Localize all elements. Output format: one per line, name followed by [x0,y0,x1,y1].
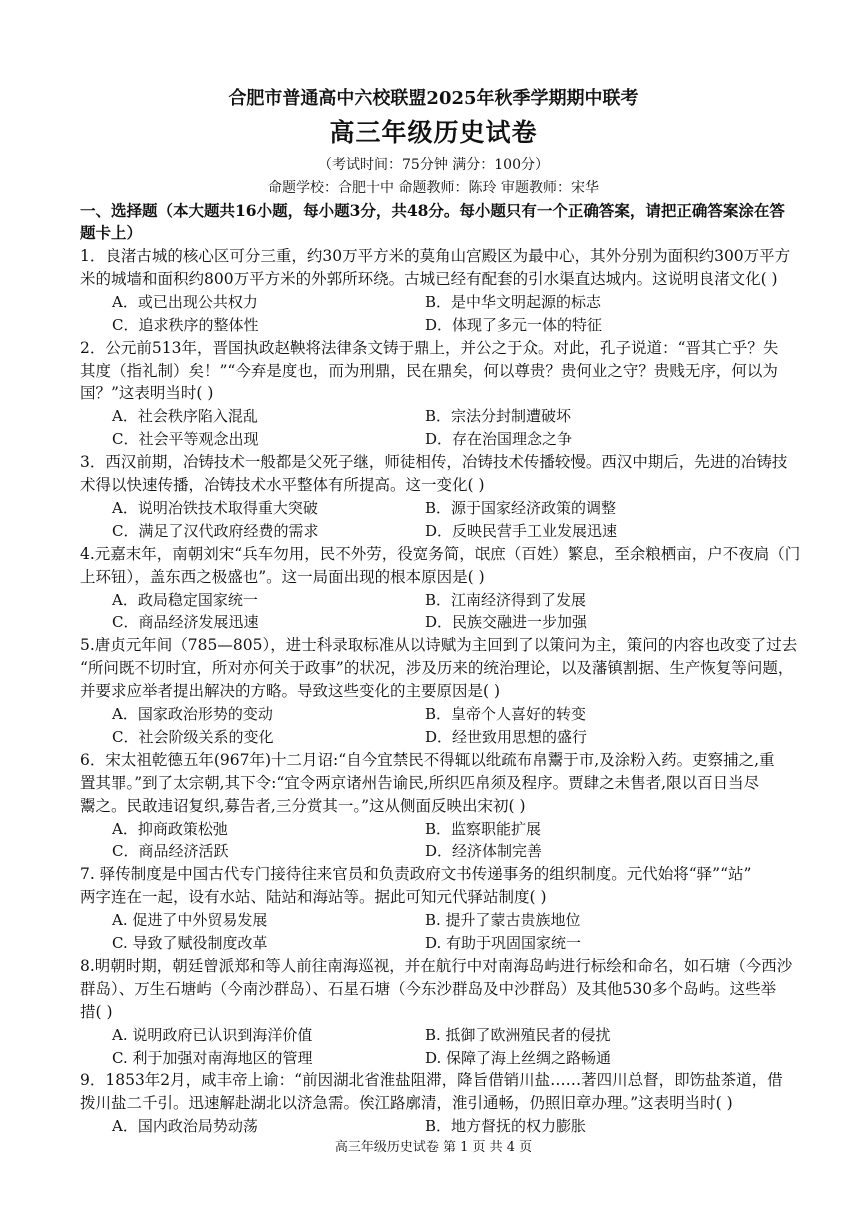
option-c: C. 导致了赋役制度改革 [112,934,268,952]
option-b: B．源于国家经济政策的调整 [425,498,617,517]
option-b: B. 抵御了欧洲殖民者的侵扰 [425,1025,611,1044]
option-d: D．反映民营手工业发展迅速 [425,521,618,540]
option-c: C. 利于加强对南海地区的管理 [112,1048,313,1067]
question-stem: 4.元嘉末年，南朝刘宋“兵车勿用，民不外劳，役宽务简，氓庶（百姓）繁息，至余粮栖亩，户不夜扃（门 [80,544,801,563]
option-b: B．江南经济得到了发展 [425,590,587,609]
option-a: A．政局稳定国家统一 [112,590,258,609]
option-b: B．皇帝个人喜好的转变 [425,705,587,723]
question-stem-cont: 上环钮），盖东西之极盛也”。这一局面出现的根本原因是( ) [80,567,485,586]
question-stem-cont: 拨川盐二千引。迅速解赴湖北以济急需。俟江路廓清，淮引通畅，仍照旧章办理。”这表明当时( ) [80,1094,733,1113]
question-stem-cont: 米的城墙和面积约800万平方米的外郭所环绕。古城已经有配套的引水渠直达城内。这说明良渚文化( ) [80,269,778,288]
option-b: B．是中华文明起源的标志 [425,292,602,311]
question-stem: 9．1853年2月，咸丰帝上谕：“前因湖北省淮盐阻滞，降旨借销川盐……著四川总督，即饬盐茶道，借 [80,1071,783,1090]
option-b: B．地方督抚的权力膨胀 [425,1117,587,1136]
question-stem-cont: 并要求应举者提出解决的方略。导致这些变化的主要原因是( ) [80,682,501,701]
question-stem: 8.明朝时期，朝廷曾派郑和等人前往南海巡视，并在航行中对南海岛屿进行标绘和命名，如石塘（今西沙 [80,956,793,975]
option-b: B. 提升了蒙古贵族地位 [425,911,581,930]
option-a: A．说明冶铁技术取得重大突破 [112,498,318,517]
question-stem-cont: 国？”这表明当时( ) [80,384,214,403]
question-stem: 5.唐贞元年间（785—805），进士科录取标准从以诗赋为主回到了以策问为主，策问的内容也改变了过去 [80,636,798,655]
option-c: C．商品经济发展迅速 [112,613,259,632]
option-d: D. 有助于巩固国家统一 [425,934,582,952]
option-a: A．或已出现公共权力 [112,292,258,311]
option-d: D. 保障了海上丝绸之路畅通 [425,1048,612,1067]
option-a: A. 说明政府已认识到海洋价值 [112,1025,313,1044]
option-c: C．商品经济活跃 [112,842,229,861]
option-c: C．社会平等观念出现 [112,430,259,449]
question-stem-cont: 群岛）、万生石塘屿（今南沙群岛）、石星石塘（今东沙群岛及中沙群岛）及其他530多个岛屿。这些举 [80,979,777,998]
option-d: D．民族交融进一步加强 [425,613,588,632]
question-stem-cont: 术得以快速传播，冶铸技术水平整体有所提高。这一变化( ) [80,476,485,494]
paper-title: 高三年级历史试卷 [329,118,538,147]
option-c: C．社会阶级关系的变化 [112,727,274,746]
option-a: A．社会秩序陷入混乱 [112,407,258,426]
question-stem-cont: 其度（指礼制）矣！”“今弃是度也，而为刑鼎，民在鼎矣，何以尊贵？贵何业之守？贵贱无序，何以为 [80,361,778,380]
question-stem-cont: 两字连在一起，设有水站、陆站和海站等。据此可知元代驿站制度( ) [80,888,547,907]
question-stem-cont: “所问既不切时宜，所对亦何关于政事”的状况，涉及历来的统治理论，以及藩镇割据、生产恢复等问题， [80,659,794,678]
question-stem: 2．公元前513年，晋国执政赵鞅将法律条文铸于鼎上，并公之于众。对此，孔子说道：“晋其亡乎？失 [80,338,779,357]
option-c: C．追求秩序的整体性 [112,315,259,334]
option-d: D．经世致用思想的盛行 [425,727,588,746]
option-a: A．抑商政策松弛 [112,819,228,838]
section-heading-cont: 题卡上） [80,223,143,242]
question-stem-cont: 鬻之。民敢违诏复织,募告者,三分赏其一。”这从侧面反映出宋初( ) [80,796,526,815]
exam-time-info: （考试时间：75分钟 满分：100分） [318,157,549,173]
question-stem-cont: 措( ) [80,1002,113,1021]
exam-title: 合肥市普通高中六校联盟2025年秋季学期期中联考 [228,88,639,109]
option-a: A．国内政治局势动荡 [112,1117,258,1136]
option-a: A. 促进了中外贸易发展 [112,911,268,930]
question-stem-cont: 置其罪。”到了太宗朝,其下令:“宜令两京诸州告谕民,所织匹帛须及程序。贾肆之未售者,限以百日当尽 [80,773,760,792]
option-b: B．监察职能扩展 [425,819,542,838]
question-stem: 3．西汉前期，冶铸技术一般都是父死子继，师徒相传，冶铸技术传播较慢。西汉中期后，先进的冶铸技 [80,453,788,472]
option-d: D．经济体制完善 [425,842,543,861]
page-footer: 高三年级历史试卷 第 1 页 共 4 页 [334,1140,533,1155]
option-b: B．宗法分封制遭破坏 [425,407,572,426]
option-d: D．体现了多元一体的特征 [425,315,603,334]
option-a: A．国家政治形势的变动 [112,705,273,723]
question-stem: 6．宋太祖乾德五年(967年)十二月诏:“自今宜禁民不得辄以纰疏布帛鬻于市,及涂粉入药。吏察捕之,重 [80,750,775,769]
option-d: D．存在治国理念之争 [425,430,573,449]
option-c: C．满足了汉代政府经费的需求 [112,521,319,540]
author-info: 命题学校：合肥十中 命题教师：陈玲 审题教师：宋华 [268,180,599,196]
question-stem: 7. 驿传制度是中国古代专门接待往来官员和负责政府文书传递事务的组织制度。元代始将“驿”“站” [80,865,752,884]
question-stem: 1．良渚古城的核心区可分三重，约30万平方米的莫角山宫殿区为最中心，其外分别为面积约300万平方 [80,247,791,265]
section-heading: 一、选择题（本大题共16小题，每小题3分，共48分。每小题只有一个正确答案，请把正确答案涂在答 [80,201,785,220]
